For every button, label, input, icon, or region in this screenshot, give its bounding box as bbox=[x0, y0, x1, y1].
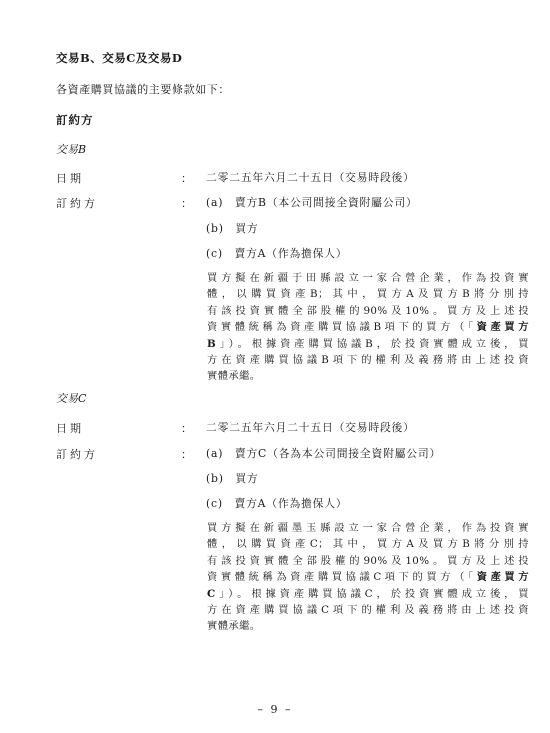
intro-text: 各資產購買協議的主要條款如下： bbox=[56, 83, 230, 96]
paragraph-line: C」）。根據資產購買協議C，於投資實體成立後，買 bbox=[207, 587, 529, 600]
date-value: 二零二五年六月二十五日（交易時段後） bbox=[206, 421, 415, 434]
colon: ： bbox=[181, 448, 192, 461]
paragraph-line: 方在資產購買協議B項下的權利及義務將由上述投資 bbox=[207, 354, 529, 367]
paragraph-line: 方在資產購買協議C項下的權利及義務將由上述投資 bbox=[207, 604, 529, 617]
transaction-c-title: 交易C bbox=[56, 392, 87, 405]
paragraph-line: 實體承繼。 bbox=[207, 620, 261, 633]
colon: ： bbox=[181, 172, 192, 185]
party-item-a: (a) 賣方C（各為本公司間接全資附屬公司） bbox=[206, 447, 442, 460]
party-item-c: (c) 賣方A（作為擔保人） bbox=[206, 497, 348, 510]
page-number: – 9 – bbox=[257, 703, 293, 716]
parties-label: 訂約方 bbox=[56, 448, 98, 461]
party-item-b: (b) 買方 bbox=[206, 472, 259, 485]
party-item-b: (b) 買方 bbox=[206, 222, 259, 235]
transaction-b-paragraph bbox=[207, 270, 529, 385]
paragraph-line: 體，以購買資產B；其中，買方A及買方B將分別持 bbox=[207, 288, 529, 301]
party-item-a: (a) 賣方B（本公司間接全資附屬公司） bbox=[206, 196, 418, 209]
paragraph-line: 有該投資實體全部股權的90%及10%。買方及上述投 bbox=[207, 554, 529, 567]
paragraph-line: 買方擬在新疆于田縣設立一家合營企業，作為投資實 bbox=[207, 272, 529, 284]
transaction-c-paragraph bbox=[207, 520, 529, 635]
transaction-b-title: 交易B bbox=[56, 143, 87, 156]
colon: ： bbox=[181, 197, 192, 210]
date-value: 二零二五年六月二十五日（交易時段後） bbox=[206, 171, 415, 184]
paragraph-line: 資實體統稱為資產購買協議B項下的買方（「資產買方 bbox=[207, 321, 529, 334]
date-label: 日期 bbox=[56, 422, 84, 435]
paragraph-line: 體，以購買資產C；其中，買方A及買方B將分別持 bbox=[207, 538, 529, 551]
date-label: 日期 bbox=[56, 172, 84, 185]
parties-label: 訂約方 bbox=[56, 197, 98, 210]
paragraph-line: B」）。根據資產購買協議B，於投資實體成立後，買 bbox=[207, 337, 529, 350]
paragraph-line: 買方擬在新疆墨玉縣設立一家合營企業，作為投資實 bbox=[207, 522, 529, 534]
paragraph-line: 有該投資實體全部股權的90%及10%。買方及上述投 bbox=[207, 304, 529, 317]
paragraph-line: 資實體統稱為資產購買協議C項下的買方（「資產買方 bbox=[207, 571, 529, 584]
party-item-c: (c) 賣方A（作為擔保人） bbox=[206, 247, 348, 260]
section-heading: 交易B、交易C及交易D bbox=[56, 51, 183, 65]
paragraph-line: 實體承繼。 bbox=[207, 370, 261, 383]
parties-heading: 訂約方 bbox=[56, 113, 94, 127]
colon: ： bbox=[181, 422, 192, 435]
